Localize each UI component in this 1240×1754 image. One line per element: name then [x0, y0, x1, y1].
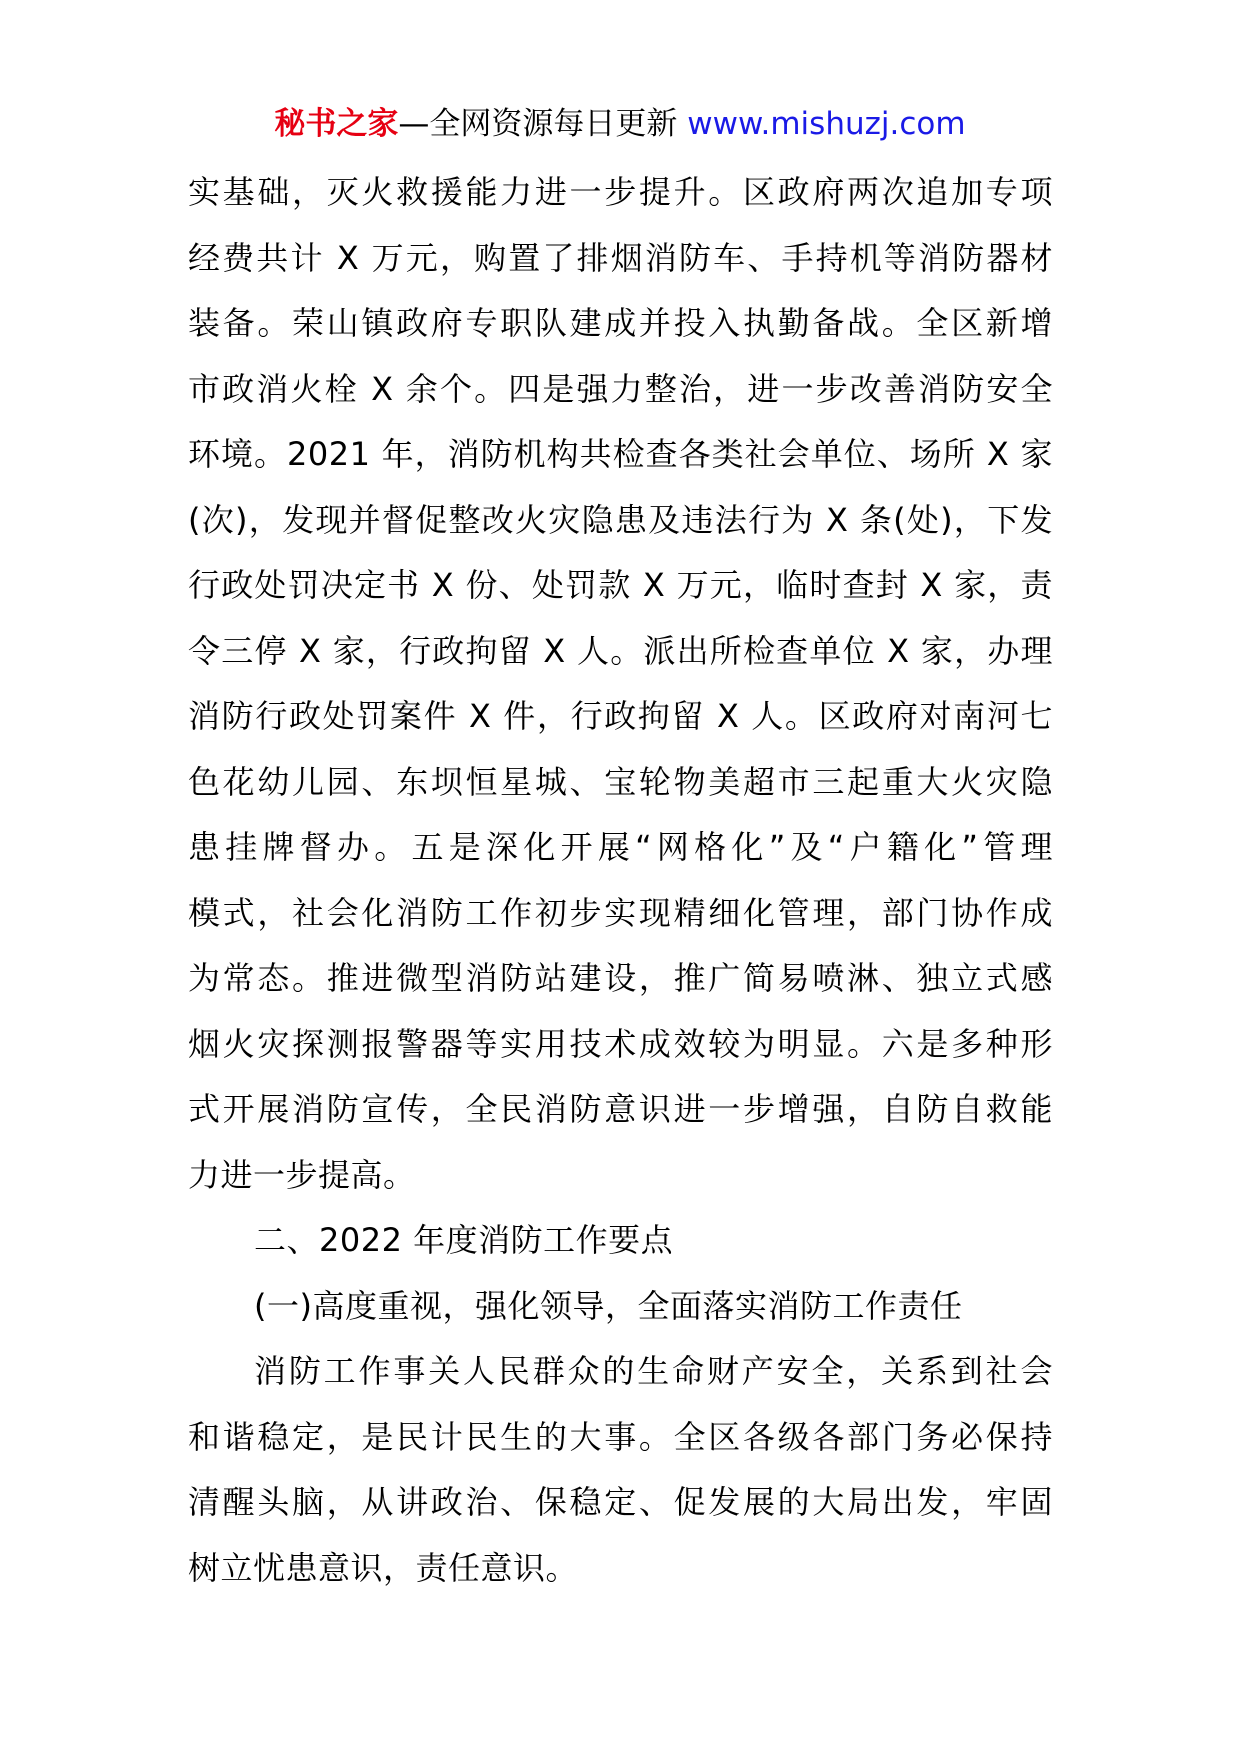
text-line: 色花幼儿园、东坝恒星城、宝轮物美超市三起重大火灾隐 — [188, 762, 1053, 801]
text-line: 清醒头脑，从讲政治、保稳定、促发展的大局出发，牢固 — [188, 1483, 1053, 1521]
site-header — [0, 102, 1240, 146]
section-heading: 二、2022 年度消防工作要点 — [254, 1221, 674, 1259]
text-line: 消防工作事关人民群众的生命财产安全，关系到社会 — [254, 1352, 1053, 1390]
site-url-link[interactable]: www.mishuzj.com — [687, 106, 966, 142]
text-line: (次)，发现并督促整改火灾隐患及违法行为 X 条(处)，下发 — [188, 500, 1053, 539]
text-line: 为常态。推进微型消防站建设，推广简易喷淋、独立式感 — [188, 959, 1053, 997]
text-line: 式开展消防宣传，全民消防意识进一步增强，自防自救能 — [188, 1090, 1053, 1128]
text-line: 环境。2021 年，消防机构共检查各类社会单位、场所 X 家 — [188, 435, 1053, 473]
text-line: 模式，社会化消防工作初步实现精细化管理，部门协作成 — [188, 893, 1053, 932]
text-line: 消防行政处罚案件 X 件，行政拘留 X 人。区政府对南河七 — [188, 697, 1053, 735]
text-line: 市政消火栓 X 余个。四是强力整治，进一步改善消防安全 — [188, 369, 1053, 408]
text-line: 装备。荣山镇政府专职队建成并投入执勤备战。全区新增 — [188, 304, 1053, 342]
subsection-heading: (一)高度重视，强化领导，全面落实消防工作责任 — [254, 1286, 963, 1325]
site-brand: 秘书之家 — [274, 106, 399, 142]
text-line: 烟火灾探测报警器等实用技术成效较为明显。六是多种形 — [188, 1024, 1053, 1063]
text-line: 行政处罚决定书 X 份、处罚款 X 万元，临时查封 X 家，责 — [188, 566, 1053, 604]
text-line: 和谐稳定，是民计民生的大事。全区各级各部门务必保持 — [188, 1417, 1053, 1456]
site-slogan: —全网资源每日更新 — [398, 106, 688, 142]
text-line: 树立忧患意识，责任意识。 — [188, 1548, 579, 1587]
document-body — [188, 160, 1053, 1601]
text-line: 患挂牌督办。五是深化开展“网格化”及“户籍化”管理 — [188, 828, 1053, 866]
paragraph-continuation — [188, 160, 1053, 1208]
text-line: 力进一步提高。 — [188, 1155, 416, 1194]
text-line: 实基础，灭火救援能力进一步提升。区政府两次追加专项 — [188, 173, 1053, 211]
text-line: 令三停 X 家，行政拘留 X 人。派出所检查单位 X 家，办理 — [188, 631, 1053, 670]
text-line: 经费共计 X 万元，购置了排烟消防车、手持机等消防器材 — [188, 238, 1053, 277]
paragraph — [188, 1339, 1053, 1601]
